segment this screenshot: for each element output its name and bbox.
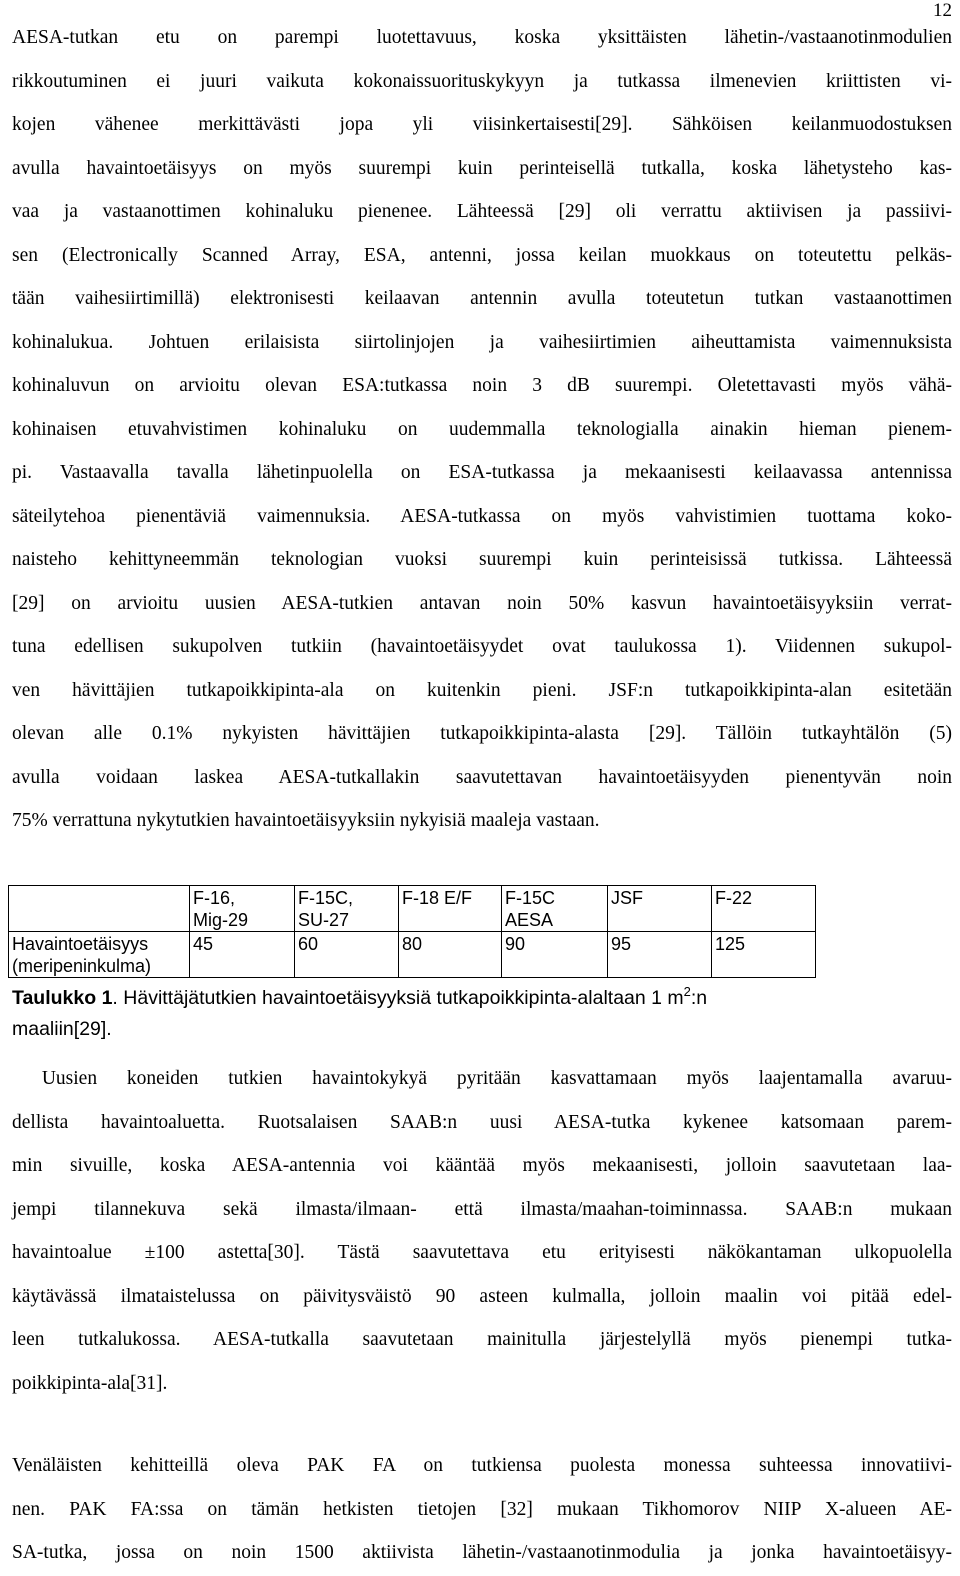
value-cell: 90 (502, 932, 608, 978)
paragraph-saab-aesa (12, 1057, 952, 1405)
text-line: jempi tilannekuva sekä ilmasta/ilmaan- että ilmasta/maahan-toiminnassa. SAAB:n mukaan (12, 1198, 952, 1220)
text-line: kohinaluvun on arvioitu olevan ESA:tutkassa noin 3 dB suurempi. Oletettavasti myös vähä- (12, 375, 952, 396)
aircraft-header-cell: F-15C AESA (502, 886, 608, 932)
text-line: ven hävittäjien tutkapoikkipinta-ala on kuitenkin pieni. JSF:n tutkapoikkipinta-alan esitetään (12, 679, 952, 701)
table-caption (12, 983, 952, 1045)
table-header-row (9, 886, 816, 932)
caption-text-suffix: :n (690, 987, 708, 1009)
paragraph-aesa-reliability (12, 16, 952, 843)
table-row (9, 932, 816, 978)
aircraft-header-cell: F-16, Mig-29 (190, 886, 295, 932)
aircraft-header-cell: F-15C, SU-27 (295, 886, 399, 932)
value-cell: 45 (190, 932, 295, 978)
value-cell: 60 (295, 932, 399, 978)
text-line: käytävässä ilmataistelussa on päivitysväistö 90 asteen kulmalla, jolloin maalin voi pitää edel- (12, 1285, 952, 1307)
value-cell: 80 (399, 932, 502, 978)
text-line: dellista havaintoaluetta. Ruotsalaisen SAAB:n uusi AESA-tutka kykenee katsomaan parem- (12, 1111, 952, 1133)
row-label-cell: Havaintoetäisyys (meripeninkulma) (9, 932, 190, 978)
page-number: 12 (933, 0, 952, 21)
text-line: [29] on arvioitu uusien AESA-tutkien antavan noin 50% kasvun havaintoetäisyyksiin verrat- (12, 592, 952, 614)
aircraft-header-cell: F-22 (712, 886, 816, 932)
aircraft-header-cell: JSF (608, 886, 712, 932)
paragraph-pak-fa (12, 1444, 952, 1575)
text-line: naisteho kehittyneemmän teknologian vuoksi suurempi kuin perinteisissä tutkissa. Lähteessä (12, 549, 952, 570)
text-line: SA-tutka, jossa on noin 1500 aktiivista lähetin-/vastaanotinmodulia ja jonka havaintoetäisyy- (12, 1542, 952, 1563)
text-line: 75% verrattuna nykytutkien havaintoetäisyyksiin nykyisiä maaleja vastaan. (12, 810, 600, 831)
text-line: vaa ja vastaanottimen kohinaluku pienenee. Lähteessä [29] oli verrattu aktiivisen ja passiivi- (12, 201, 952, 222)
caption-text: Hävittäjätutkien havaintoetäisyyksiä tutkapoikkipinta-alaltaan 1 m (117, 987, 684, 1009)
value-cell: 95 (608, 932, 712, 978)
value-cell: 125 (712, 932, 816, 978)
aircraft-header-cell: F-18 E/F (399, 886, 502, 932)
text-line: tuna edellisen sukupolven tutkiin (havaintoetäisyydet ovat taulukossa 1). Viidennen sukupol- (12, 636, 952, 657)
caption-dot: . (112, 987, 118, 1009)
text-line: olevan alle 0.1% nykyisten hävittäjien tutkapoikkipinta-alasta [29]. Tällöin tutkayhtälön (5) (12, 723, 952, 744)
text-line: min sivuille, koska AESA-antennia voi kääntää myös mekaanisesti, jolloin saavutetaan laa- (12, 1155, 952, 1176)
text-line: Uusien koneiden tutkien havaintokykyä pyritään kasvattamaan myös laajentamalla avaruu- (12, 1068, 952, 1089)
text-line: kohinalukua. Johtuen erilaisista siirtolinjojen ja vaihesiirtimien aiheuttamista vaimennuksista (12, 331, 952, 353)
text-line: sen (Electronically Scanned Array, ESA, antenni, jossa keilan muokkaus on toteutettu pelkäs- (12, 244, 952, 266)
text-line: tään vaihesiirtimillä) elektronisesti keilaavan antennin avulla toteutetun tutkan vastaanottimen (12, 288, 952, 309)
table-corner-cell (9, 886, 190, 932)
text-line: leen tutkalukossa. AESA-tutkalla saavutetaan mainitulla järjestelyllä myös pienempi tutka- (12, 1329, 952, 1350)
text-line: havaintoalue ±100 astetta[30]. Tästä saavutettava etu erityisesti näkökantaman ulkopuolella (12, 1242, 952, 1263)
caption-text-line2: maaliin[29]. (12, 1018, 112, 1040)
text-line: poikkipinta-ala[31]. (12, 1372, 168, 1394)
text-line: rikkoutuminen ei juuri vaikuta kokonaissuorituskykyyn ja tutkassa ilmenevien kriittisten vi- (12, 70, 952, 92)
text-line: avulla voidaan laskea AESA-tutkallakin saavutettavan havaintoetäisyyden pienentyvän noin (12, 766, 952, 788)
text-line: säteilytehoa pienentäviä vaimennuksia. AESA-tutkassa on myös vahvistimien tuottama koko- (12, 505, 952, 527)
text-line: avulla havaintoetäisyys on myös suurempi kuin perinteisellä tutkalla, koska lähetysteho kas- (12, 157, 952, 179)
text-line: kojen vähenee merkittävästi jopa yli viisinkertaisesti[29]. Sähköisen keilanmuodostuksen (12, 114, 952, 135)
caption-superscript: 2 (683, 984, 691, 999)
text-line: kohinaisen etuvahvistimen kohinaluku on uudemmalla teknologialla ainakin hieman pienem- (12, 418, 952, 440)
text-line: AESA-tutkan etu on parempi luotettavuus, koska yksittäisten lähetin-/vastaanotinmodulien (12, 27, 952, 48)
text-line: nen. PAK FA:ssa on tämän hetkisten tietojen [32] mukaan Tikhomorov NIIP X-alueen AE- (12, 1498, 952, 1520)
text-line: Venäläisten kehitteillä oleva PAK FA on tutkiensa puolesta monessa suhteessa innovatiivi- (12, 1455, 952, 1476)
caption-label: Taulukko 1 (12, 987, 113, 1009)
detection-range-table (8, 885, 816, 978)
text-line: pi. Vastaavalla tavalla lähetinpuolella on ESA-tutkassa ja mekaanisesti keilaavassa antennissa (12, 462, 952, 483)
